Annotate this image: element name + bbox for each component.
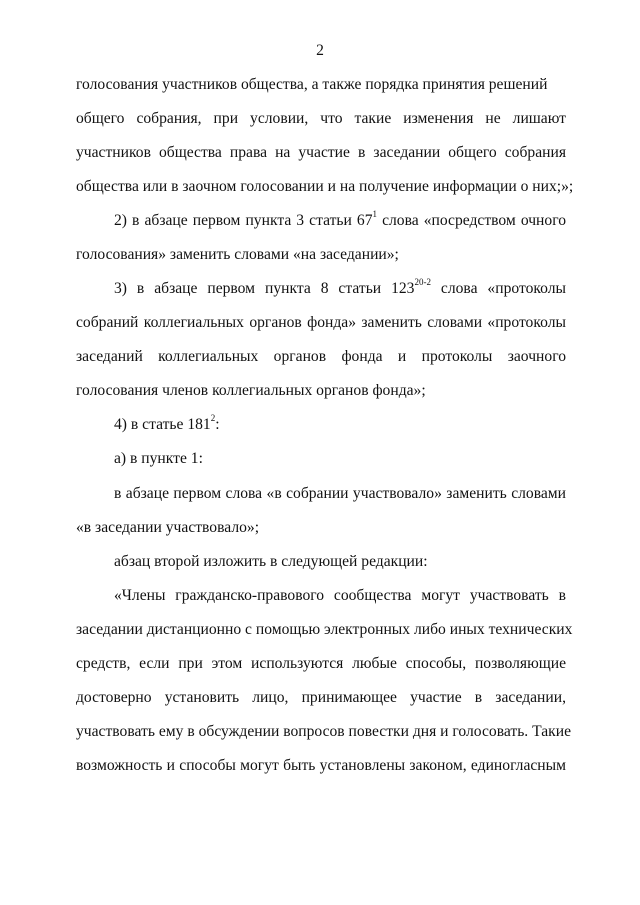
text-line bbox=[76, 75, 566, 95]
superscript: 2 bbox=[210, 412, 216, 423]
text-line: абзац второй изложить в следующей редакции: bbox=[114, 553, 428, 570]
page-number: 2 bbox=[316, 42, 324, 59]
text-fragment: 3) в абзаце первом пункта 8 статьи 123 bbox=[114, 280, 415, 297]
paragraph-line bbox=[114, 412, 566, 435]
text-line: общего собрания, при условии, что такие изменения не лишают bbox=[76, 110, 566, 127]
text-line: заседании дистанционно с помощью электронных либо иных технических bbox=[76, 621, 573, 638]
text-line: заседаний коллегиальных органов фонда и протоколы заочного bbox=[76, 348, 566, 365]
text-fragment: : bbox=[215, 416, 220, 433]
text-line-content: голосования участников общества, а также порядка принятия решений bbox=[76, 76, 548, 93]
paragraph-line bbox=[114, 276, 567, 299]
text-line: голосования членов коллегиальных органов фонда»; bbox=[76, 382, 426, 399]
text-line: возможность и способы могут быть установлены законом, единогласным bbox=[76, 757, 566, 774]
text-fragment: слова «посредством очного bbox=[377, 212, 566, 229]
text-line: участников общества права на участие в заседании общего собрания bbox=[76, 144, 566, 161]
text-fragment: слова «протоколы bbox=[430, 280, 567, 297]
superscript: 1 bbox=[372, 208, 378, 219]
superscript: 20-2 bbox=[414, 276, 431, 287]
text-line: общества или в заочном голосовании и на получение информации о них;»; bbox=[76, 178, 574, 195]
text-line: собраний коллегиальных органов фонда» заменить словами «протоколы bbox=[76, 314, 566, 331]
text-fragment: 2) в абзаце первом пункта 3 статьи 67 bbox=[114, 212, 373, 229]
text-fragment: 4) в статье 181 bbox=[114, 416, 211, 433]
text-line: в абзаце первом слова «в собрании участвовало» заменить словами bbox=[114, 485, 566, 502]
text-line: участвовать ему в обсуждении вопросов повестки дня и голосовать. Такие bbox=[76, 723, 572, 740]
text-line: достоверно установить лицо, принимающее участие в заседании, bbox=[76, 689, 566, 706]
text-line: средств, если при этом используются любые способы, позволяющие bbox=[76, 655, 566, 672]
text-line: «Члены гражданско-правового сообщества могут участвовать в bbox=[114, 587, 566, 604]
text-line: а) в пункте 1: bbox=[114, 450, 203, 467]
text-line: голосования» заменить словами «на заседании»; bbox=[76, 246, 399, 263]
paragraph-line bbox=[114, 208, 566, 231]
text-line: «в заседании участвовало»; bbox=[76, 519, 260, 536]
